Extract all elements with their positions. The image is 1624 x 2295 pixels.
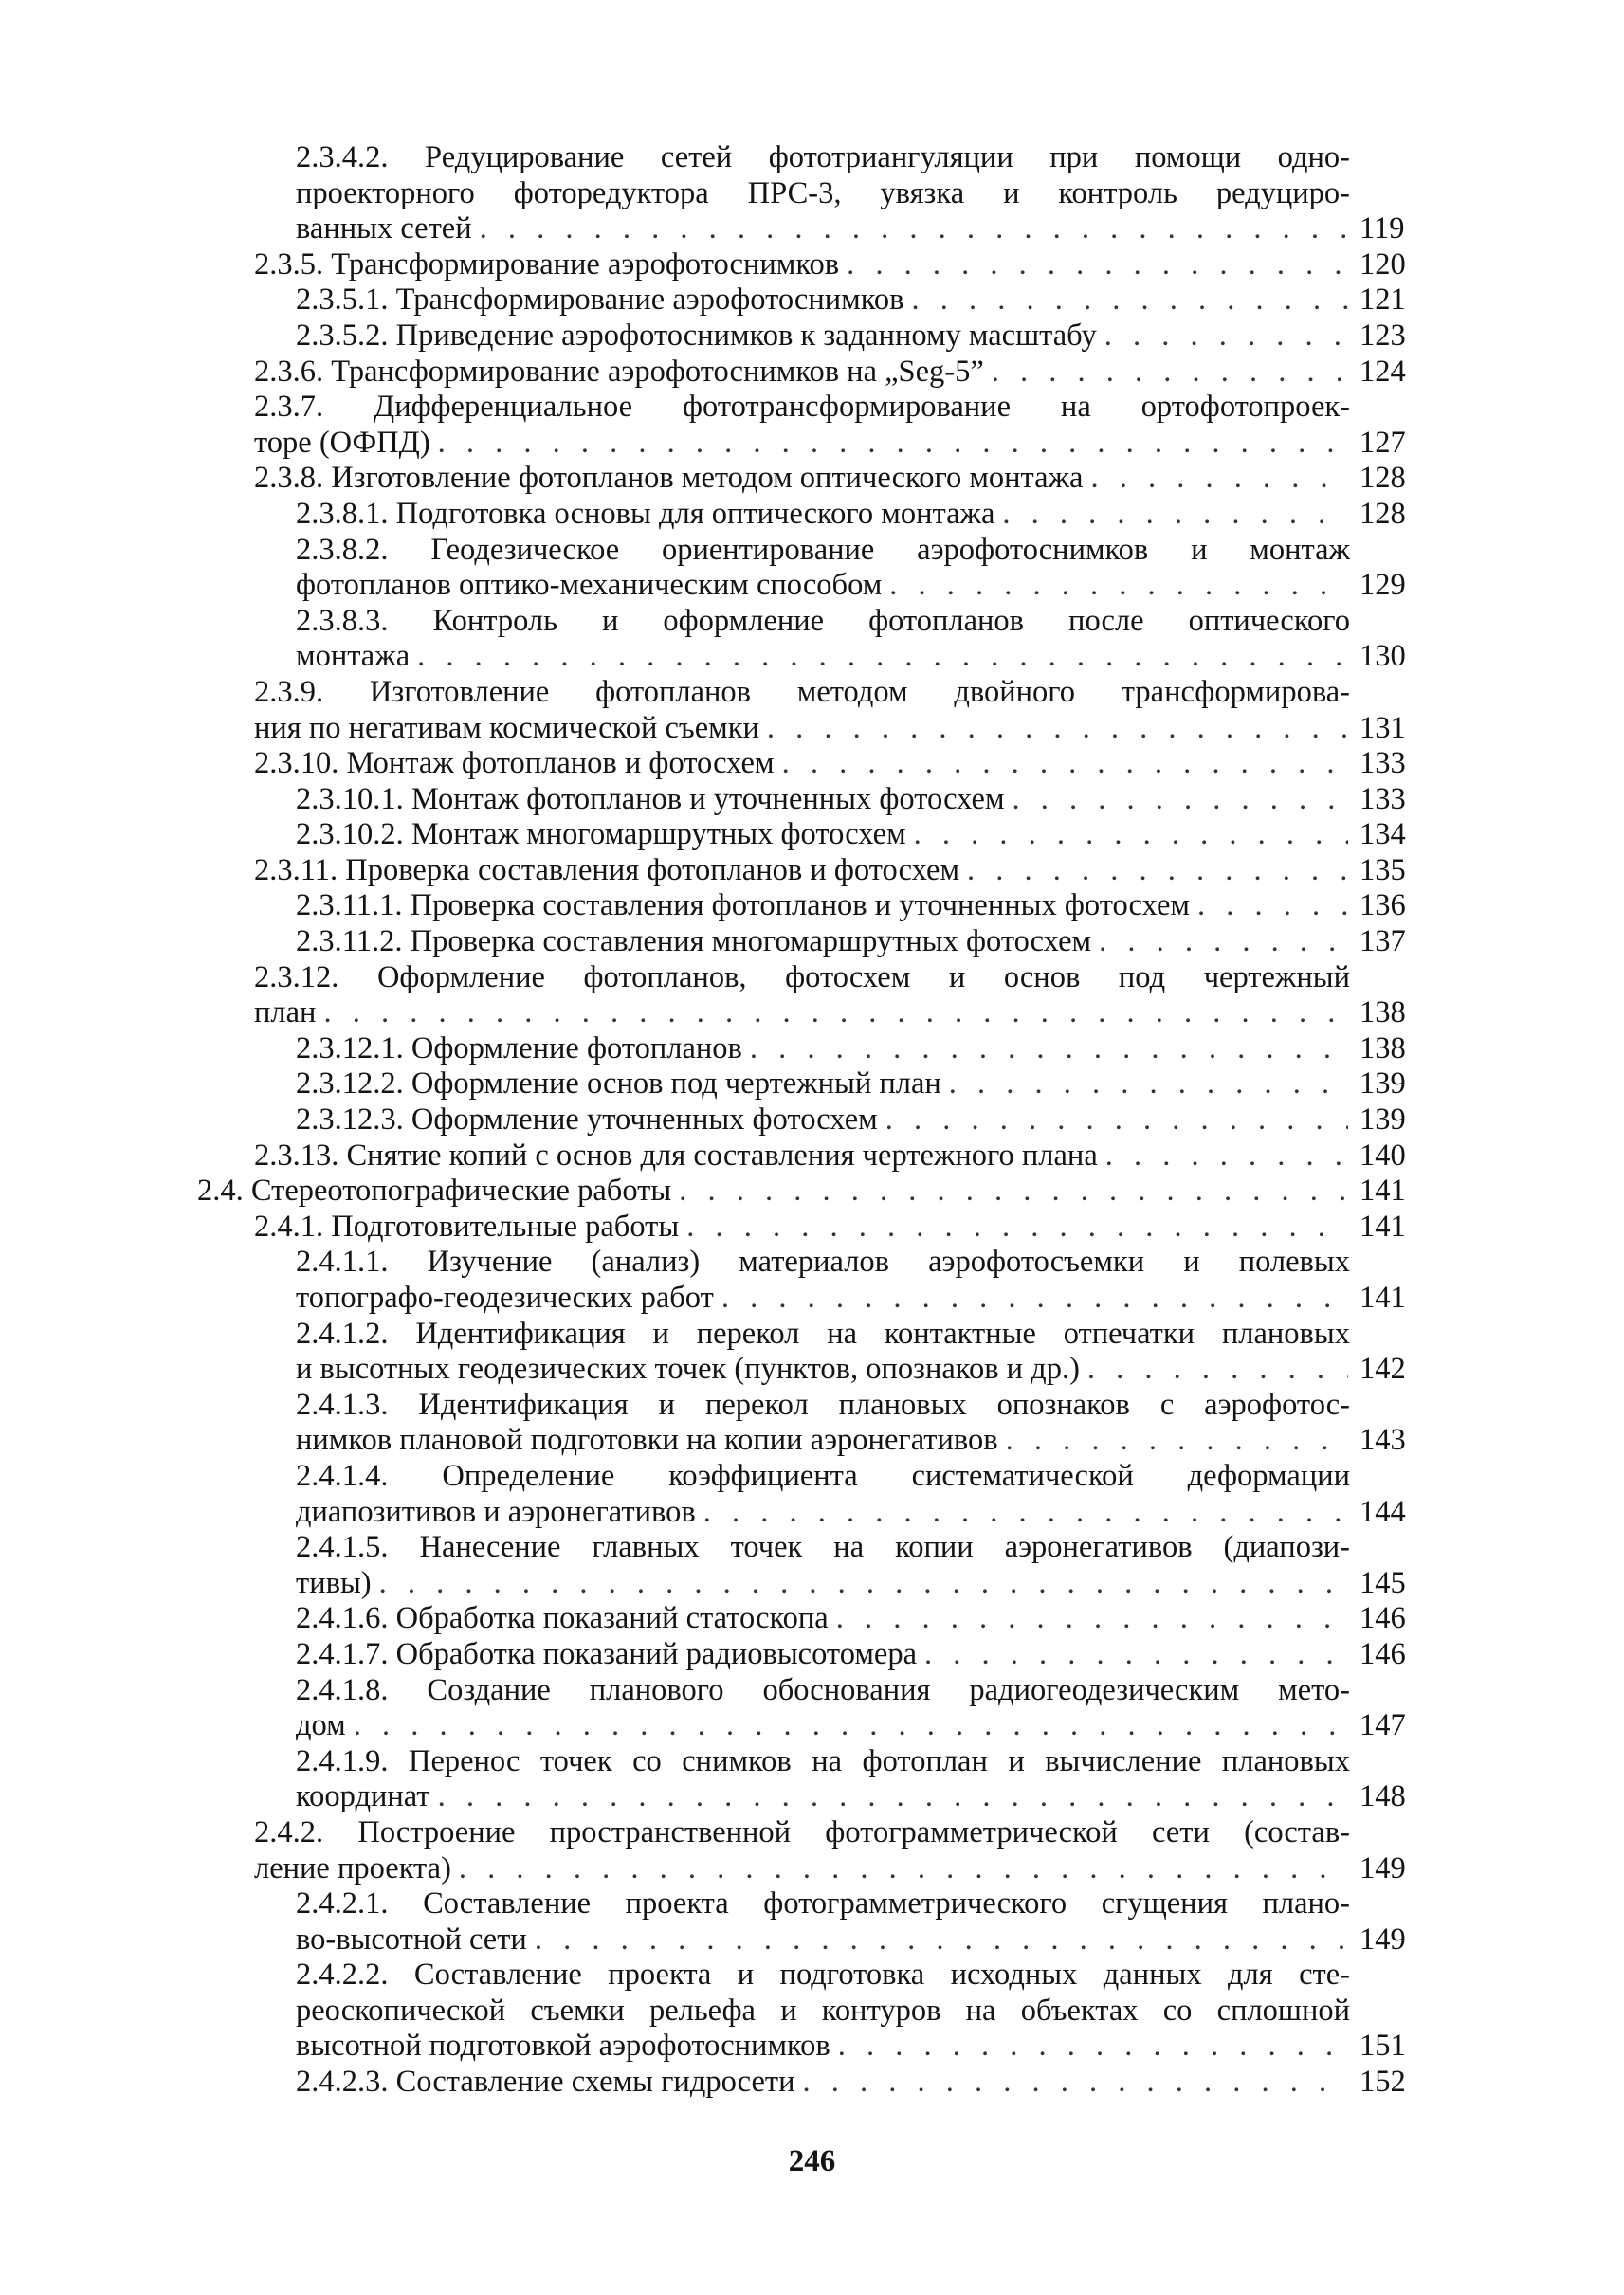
toc-entry-title-line: 2.4.1.3. Идентификация и перекол плановых опознаков с аэрофотос- — [296, 1387, 1350, 1422]
leader-dots — [949, 1066, 1348, 1102]
toc-page-number: 146 — [1359, 1601, 1406, 1636]
toc-page-number: 151 — [1359, 2029, 1406, 2064]
leader-dots — [703, 1495, 1348, 1531]
toc-entry-title-line: 2.4.1.4. Определение коэффициента систематической деформации — [296, 1458, 1350, 1493]
toc-entry-title-line: 2.4.2.1. Составление проекта фотограмметрического сгущения плано- — [296, 1886, 1350, 1922]
leader-dots — [1087, 1352, 1348, 1388]
toc-entry — [197, 1673, 1422, 1744]
toc-entry-title: 2.3.8.1. Подготовка основы для оптического монтажа — [296, 496, 995, 531]
toc-entry — [197, 888, 1422, 924]
leader-dots — [1013, 782, 1348, 818]
toc-entry — [197, 1388, 1422, 1459]
toc-page-number: 134 — [1359, 817, 1406, 852]
toc-entry — [197, 1066, 1422, 1102]
toc-entry — [197, 390, 1422, 461]
toc-entry-title: координат — [296, 1779, 430, 1814]
toc-entry — [197, 1459, 1422, 1530]
toc-page-number: 141 — [1359, 1209, 1406, 1244]
toc-page-number: 143 — [1359, 1423, 1406, 1458]
toc-page-number: 138 — [1359, 1030, 1406, 1066]
toc-entry — [197, 282, 1422, 319]
toc-entry-title: 2.4.1.6. Обработка показаний статоскопа — [296, 1601, 829, 1636]
toc-entry-title-line: 2.4.1.2. Идентификация и перекол на контактные отпечатки плановых — [296, 1316, 1350, 1351]
toc-entry — [197, 533, 1422, 604]
toc-entry — [197, 497, 1422, 533]
leader-dots — [885, 1102, 1348, 1138]
toc-page-number: 149 — [1359, 1850, 1406, 1885]
leader-dots — [686, 1210, 1348, 1246]
toc-entry — [197, 1601, 1422, 1637]
toc-entry-title: 2.3.11. Проверка составления фотопланов и фотосхем — [254, 852, 960, 887]
toc-entry-title: 2.3.13. Снятие копий с основ для составления чертежного плана — [254, 1138, 1098, 1173]
toc-entry — [197, 746, 1422, 782]
toc-entry — [197, 1317, 1422, 1388]
toc-page-number: 144 — [1359, 1494, 1406, 1529]
toc-page-number: 149 — [1359, 1922, 1406, 1957]
toc-page-number: 141 — [1359, 1281, 1406, 1315]
toc-entry-title-line: 2.4.1.8. Создание планового обоснования радиогеодезическим мето- — [296, 1672, 1350, 1707]
toc-page-number: 128 — [1359, 461, 1406, 496]
toc-entry-title-line: 2.4.2.2. Составление проекта и подготовка исходных данных для сте- — [296, 1958, 1350, 1993]
toc-entry-title-line: 2.4.2. Построение пространственной фотограмметрической сети (состав- — [254, 1814, 1350, 1849]
leader-dots — [836, 1601, 1348, 1637]
leader-dots — [924, 1637, 1348, 1673]
toc-page-number: 124 — [1359, 354, 1406, 389]
toc-entry — [197, 1031, 1422, 1067]
toc-page-number: 136 — [1359, 888, 1406, 923]
toc-entry — [197, 924, 1422, 960]
toc-entry-title-line: 2.3.8.2. Геодезическое ориентирование аэрофотоснимков и монтаж — [296, 532, 1350, 567]
toc-entry-title: 2.4.1.7. Обработка показаний радиовысотомера — [296, 1636, 917, 1671]
toc-entry-title: ванных сетей — [296, 211, 472, 246]
toc-entry — [197, 140, 1422, 247]
toc-page-number: 128 — [1359, 496, 1406, 531]
toc-page-number: 133 — [1359, 781, 1406, 816]
toc-entry-title: 2.3.11.1. Проверка составления фотопланов и уточненных фотосхем — [296, 888, 1190, 923]
leader-dots — [838, 2029, 1348, 2065]
toc-entry — [197, 817, 1422, 853]
toc-page-number: 139 — [1359, 1102, 1406, 1138]
leader-dots — [750, 1031, 1348, 1067]
toc-page-number: 137 — [1359, 924, 1406, 959]
leader-dots — [803, 2065, 1348, 2101]
leader-dots — [459, 1851, 1348, 1887]
toc-entry — [197, 1530, 1422, 1601]
toc-entry-title: во-высотной сети — [296, 1922, 527, 1957]
toc-entry — [197, 247, 1422, 283]
toc-entry-title: фотопланов оптико-механическим способом — [296, 568, 883, 603]
leader-dots — [721, 1281, 1348, 1317]
toc-entry-title-line: проекторного фоторедуктора ПРС-3, увязка и контроль редуциро- — [296, 175, 1350, 210]
toc-entry — [197, 960, 1422, 1031]
leader-dots — [1006, 1423, 1348, 1459]
toc-entry — [197, 1637, 1422, 1673]
toc-page-number: 145 — [1359, 1565, 1406, 1600]
toc-entry-title: 2.3.12.3. Оформление уточненных фотосхем — [296, 1102, 878, 1138]
toc-page-number: 120 — [1359, 246, 1406, 282]
toc-entry-title: 2.3.6. Трансформирование аэрофотоснимков на „Seg-5” — [254, 354, 984, 389]
leader-dots — [323, 995, 1348, 1031]
toc-entry-title: 2.3.5. Трансформирование аэрофотоснимков — [254, 246, 840, 282]
leader-dots — [379, 1566, 1348, 1602]
toc-page-number: 146 — [1359, 1636, 1406, 1671]
leader-dots — [911, 282, 1348, 319]
toc-page-number: 152 — [1359, 2065, 1406, 2100]
toc-entry — [197, 1744, 1422, 1815]
toc-entry-title-line: реоскопической съемки рельефа и контуров на объектах со сплошной — [296, 1993, 1350, 2028]
leader-dots — [889, 568, 1348, 604]
toc-page-number: 139 — [1359, 1066, 1406, 1102]
toc-entry-title: 2.4. Стереотопографические работы — [197, 1174, 672, 1209]
toc-entry-title-line: 2.3.4.2. Редуцирование сетей фототриангуляции при помощи одно- — [296, 140, 1350, 174]
toc-entry-title-line: 2.3.12. Оформление фотопланов, фотосхем и основ под чертежный — [254, 959, 1350, 994]
toc-entry-title: 2.4.1. Подготовительные работы — [254, 1209, 680, 1244]
toc-entry-title: 2.3.11.2. Проверка составления многомаршрутных фотосхем — [296, 924, 1092, 959]
toc-entry-title: ление проекта) — [254, 1850, 451, 1885]
toc-entry — [197, 1815, 1422, 1886]
toc-entry — [197, 1138, 1422, 1175]
toc-entry — [197, 853, 1422, 889]
leader-dots — [438, 1779, 1348, 1815]
leader-dots — [767, 711, 1348, 747]
toc-entry — [197, 319, 1422, 355]
toc-entry-title: монтажа — [296, 639, 411, 674]
leader-dots — [417, 639, 1348, 675]
toc-entry-title: 2.3.8. Изготовление фотопланов методом оптического монтажа — [254, 461, 1084, 496]
leader-dots — [1090, 461, 1348, 497]
leader-dots — [679, 1174, 1348, 1210]
toc-entry — [197, 2065, 1422, 2101]
toc-entry-title: нимков плановой подготовки на копии аэронегативов — [296, 1423, 998, 1458]
toc-entry-title: торе (ОФПД) — [254, 425, 430, 460]
toc-entry-title: план — [254, 995, 317, 1030]
toc-entry-title: 2.3.10.1. Монтаж фотопланов и уточненных фотосхем — [296, 781, 1005, 816]
toc-entry — [197, 1245, 1422, 1316]
leader-dots — [1099, 924, 1348, 960]
toc-entry-title: 2.3.5.2. Приведение аэрофотоснимков к заданному масштабу — [296, 318, 1097, 353]
leader-dots — [967, 853, 1348, 889]
toc-entry-title: топографо-геодезических работ — [296, 1281, 714, 1315]
toc-entry-title: дом — [296, 1708, 346, 1743]
toc-entry — [197, 1886, 1422, 1958]
leader-dots — [847, 247, 1348, 283]
toc-entry-title-line: 2.3.9. Изготовление фотопланов методом двойного трансформирова- — [254, 674, 1350, 709]
toc-entry — [197, 461, 1422, 497]
toc-entry-title-line: 2.4.1.5. Нанесение главных точек на копии аэронегативов (диапози- — [296, 1530, 1350, 1565]
page-number: 246 — [788, 2144, 836, 2178]
toc-entry — [197, 782, 1422, 818]
toc-entry-title-line: 2.4.1.1. Изучение (анализ) материалов аэрофотосъемки и полевых — [296, 1245, 1350, 1280]
leader-dots — [1197, 888, 1348, 924]
toc-page-number: 119 — [1359, 211, 1405, 246]
toc-entry-title: 2.4.2.3. Составление схемы гидросети — [296, 2065, 795, 2100]
table-of-contents — [197, 140, 1422, 2101]
toc-entry-title: 2.3.12.1. Оформление фотопланов — [296, 1030, 742, 1066]
toc-entry — [197, 675, 1422, 746]
leader-dots — [535, 1922, 1348, 1958]
toc-page-number: 142 — [1359, 1352, 1406, 1387]
toc-page-number: 140 — [1359, 1138, 1406, 1173]
toc-entry-title: 2.3.10.2. Монтаж многомаршрутных фотосхем — [296, 817, 906, 852]
toc-entry-title: тивы) — [296, 1565, 372, 1600]
toc-page-number: 121 — [1359, 282, 1406, 318]
toc-page-number: 123 — [1359, 318, 1406, 353]
toc-page-number: 147 — [1359, 1708, 1406, 1743]
toc-page-number: 130 — [1359, 639, 1406, 674]
toc-entry — [197, 1102, 1422, 1138]
toc-entry — [197, 604, 1422, 675]
toc-page-number: 127 — [1359, 425, 1406, 460]
toc-entry-title: 2.3.10. Монтаж фотопланов и фотосхем — [254, 746, 775, 781]
leader-dots — [1104, 319, 1348, 355]
toc-entry — [197, 355, 1422, 391]
toc-page-number: 131 — [1359, 710, 1406, 745]
toc-page-number: 129 — [1359, 568, 1406, 603]
toc-page-number: 141 — [1359, 1174, 1406, 1209]
toc-entry — [197, 1958, 1422, 2065]
toc-entry — [197, 1174, 1422, 1210]
leader-dots — [354, 1708, 1348, 1744]
toc-entry-title-line: 2.3.8.3. Контроль и оформление фотопланов после оптического — [296, 603, 1350, 638]
toc-page-number: 135 — [1359, 852, 1406, 887]
toc-entry-title: 2.3.5.1. Трансформирование аэрофотоснимков — [296, 282, 904, 318]
toc-entry-title-line: 2.4.1.9. Перенос точек со снимков на фотоплан и вычисление плановых — [296, 1743, 1350, 1778]
leader-dots — [1002, 497, 1348, 533]
leader-dots — [782, 746, 1348, 782]
toc-entry — [197, 1210, 1422, 1246]
toc-entry-title-line: 2.3.7. Дифференциальное фототрансформирование на ортофотопроек- — [254, 390, 1350, 425]
leader-dots — [480, 211, 1348, 247]
leader-dots — [914, 817, 1348, 853]
toc-page-number: 133 — [1359, 746, 1406, 781]
toc-entry-title: и высотных геодезических точек (пунктов, опознаков и др.) — [296, 1352, 1080, 1387]
toc-entry-title: 2.3.12.2. Оформление основ под чертежный план — [296, 1066, 941, 1102]
leader-dots — [1105, 1138, 1348, 1175]
leader-dots — [438, 426, 1348, 462]
toc-entry-title: высотной подготовкой аэрофотоснимков — [296, 2029, 830, 2064]
toc-entry-title: ния по негативам космической съемки — [254, 710, 759, 745]
leader-dots — [992, 355, 1348, 391]
toc-page-number: 148 — [1359, 1779, 1406, 1814]
toc-page-number: 138 — [1359, 995, 1406, 1030]
toc-entry-title: диапозитивов и аэронегативов — [296, 1494, 696, 1529]
